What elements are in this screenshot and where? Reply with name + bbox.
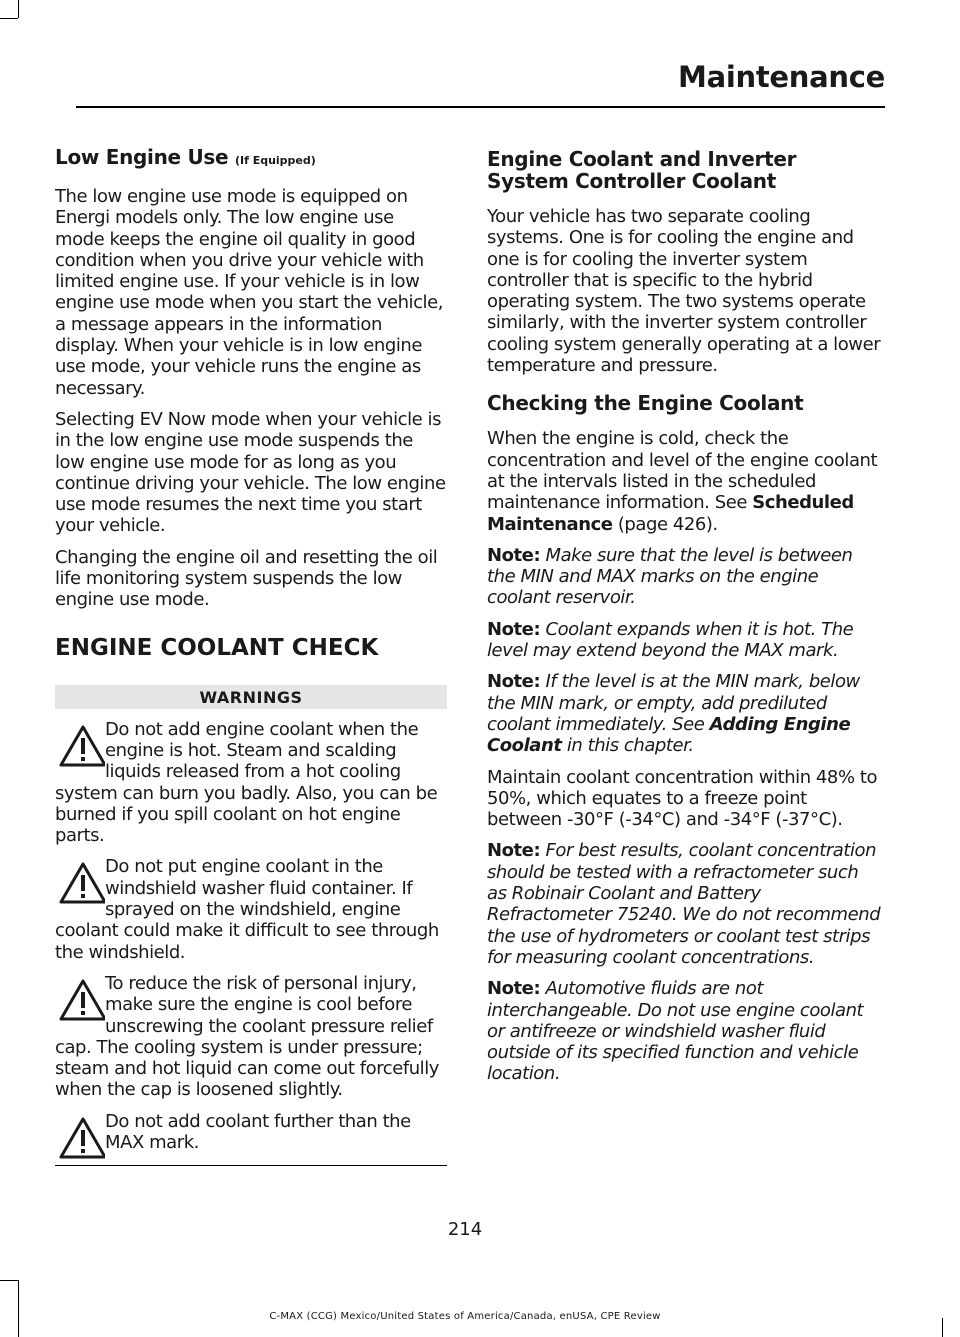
note: Note: Make sure that the level is between the MIN and MAX marks on the engine coolant reservoir. (487, 544, 853, 609)
inverter-coolant-heading: Engine Coolant and Inverter System Controller Coolant (487, 147, 797, 193)
crop-mark (0, 18, 18, 19)
warning-text: Do not add coolant further than the MAX mark. (105, 1110, 411, 1153)
warnings-end-rule (55, 1165, 447, 1166)
document-footer: C-MAX (CCG) Mexico/United States of America/Canada, enUSA, CPE Review (269, 1311, 661, 1322)
warning-triangle-icon (55, 721, 105, 773)
crop-mark (0, 1280, 18, 1281)
low-engine-paragraph: Changing the engine oil and resetting the oil life monitoring system suspends the low engine use mode. (55, 546, 438, 611)
low-engine-paragraph: Selecting EV Now mode when your vehicle is in the low engine use mode suspends the low engine use mode for as long as you continue driving your vehicle. The low engine use mode resumes the next time you start your vehicle. (55, 408, 446, 537)
crop-mark (18, 1280, 19, 1337)
note: Note: If the level is at the MIN mark, below the MIN mark, or empty, add prediluted coolant immediately. See Adding Engine Coolant in this chapter. (487, 671, 860, 757)
scheduled-maintenance-link[interactable]: Scheduled Maintenance (487, 492, 854, 535)
warning-item (55, 719, 447, 847)
checking-coolant-heading: Checking the Engine Coolant (487, 391, 804, 416)
warning-triangle-icon (55, 1113, 105, 1165)
warning-triangle-icon (55, 858, 105, 910)
warning-item (55, 1111, 447, 1154)
note: Note: Coolant expands when it is hot. The level may extend beyond the MAX mark. (487, 618, 854, 662)
warnings-header: WARNINGS (55, 685, 447, 709)
header-rule (76, 106, 885, 108)
crop-mark (942, 1318, 943, 1337)
adding-engine-coolant-link[interactable]: Adding Engine Coolant (487, 713, 851, 757)
note: Note: Automotive fluids are not interchangeable. Do not use engine coolant or antifreeze or windshield washer fluid outside of its specified function and vehicle location. (487, 978, 864, 1085)
warning-text: Do not add engine coolant when the engine is hot. Steam and scalding liquids released from a hot cooling system can burn you badly. Also, you can be burned if you spill coolant on hot engine parts. (55, 718, 438, 847)
low-engine-paragraph: The low engine use mode is equipped on Energi models only. The low engine use mode keeps the engine oil quality in good condition when you drive your vehicle with limited engine use. If your vehicle is in low engine use mode when you start the vehicle, a message appears in the information display. When your vehicle is in low engine use mode, your vehicle runs the engine as necessary. (55, 186, 443, 399)
checking-paragraph: When the engine is cold, check the concentration and level of the engine coolant at the intervals listed in the scheduled maintenance information. See Scheduled Maintenance (page 426). (487, 428, 878, 535)
page-number: 214 (447, 1219, 483, 1240)
note: Note: For best results, coolant concentration should be tested with a refractometer such as Robinair Coolant and Battery Refractometer 75240. We do not recommend the use of hydrometers or coolant test strips for measuring coolant concentrations. (487, 840, 881, 968)
crop-mark (18, 0, 19, 18)
warning-triangle-icon (55, 975, 105, 1027)
section-title: ENGINE COOLANT CHECK (55, 634, 379, 661)
warning-text: To reduce the risk of personal injury, make sure the engine is cool before unscrewing the coolant pressure relief cap. The cooling system is under pressure; steam and hot liquid can come out forcefully when the cap is loosened slightly. (55, 972, 439, 1101)
warning-item (55, 973, 447, 1101)
warning-item (55, 856, 447, 962)
inverter-paragraph: Your vehicle has two separate cooling systems. One is for cooling the engine and one is for cooling the inverter system controller that is specific to the hybrid operating system. The two systems operate similarly, with the inverter system controller cooling system generally operating at a lower temperature and pressure. (487, 206, 881, 377)
left-column (55, 146, 447, 1166)
warning-text: Do not put engine coolant in the windshield washer fluid container. If sprayed on the windshield, engine coolant could make it difficult to see through the windshield. (55, 856, 439, 963)
page-header-title: Maintenance (678, 60, 885, 94)
concentration-paragraph: Maintain coolant concentration within 48% to 50%, which equates to a freeze point between -30°F (-34°C) and -34°F (-37°C). (487, 766, 878, 831)
low-engine-use-heading: Low Engine Use (If Equipped) (55, 145, 316, 169)
right-column (487, 146, 881, 1095)
